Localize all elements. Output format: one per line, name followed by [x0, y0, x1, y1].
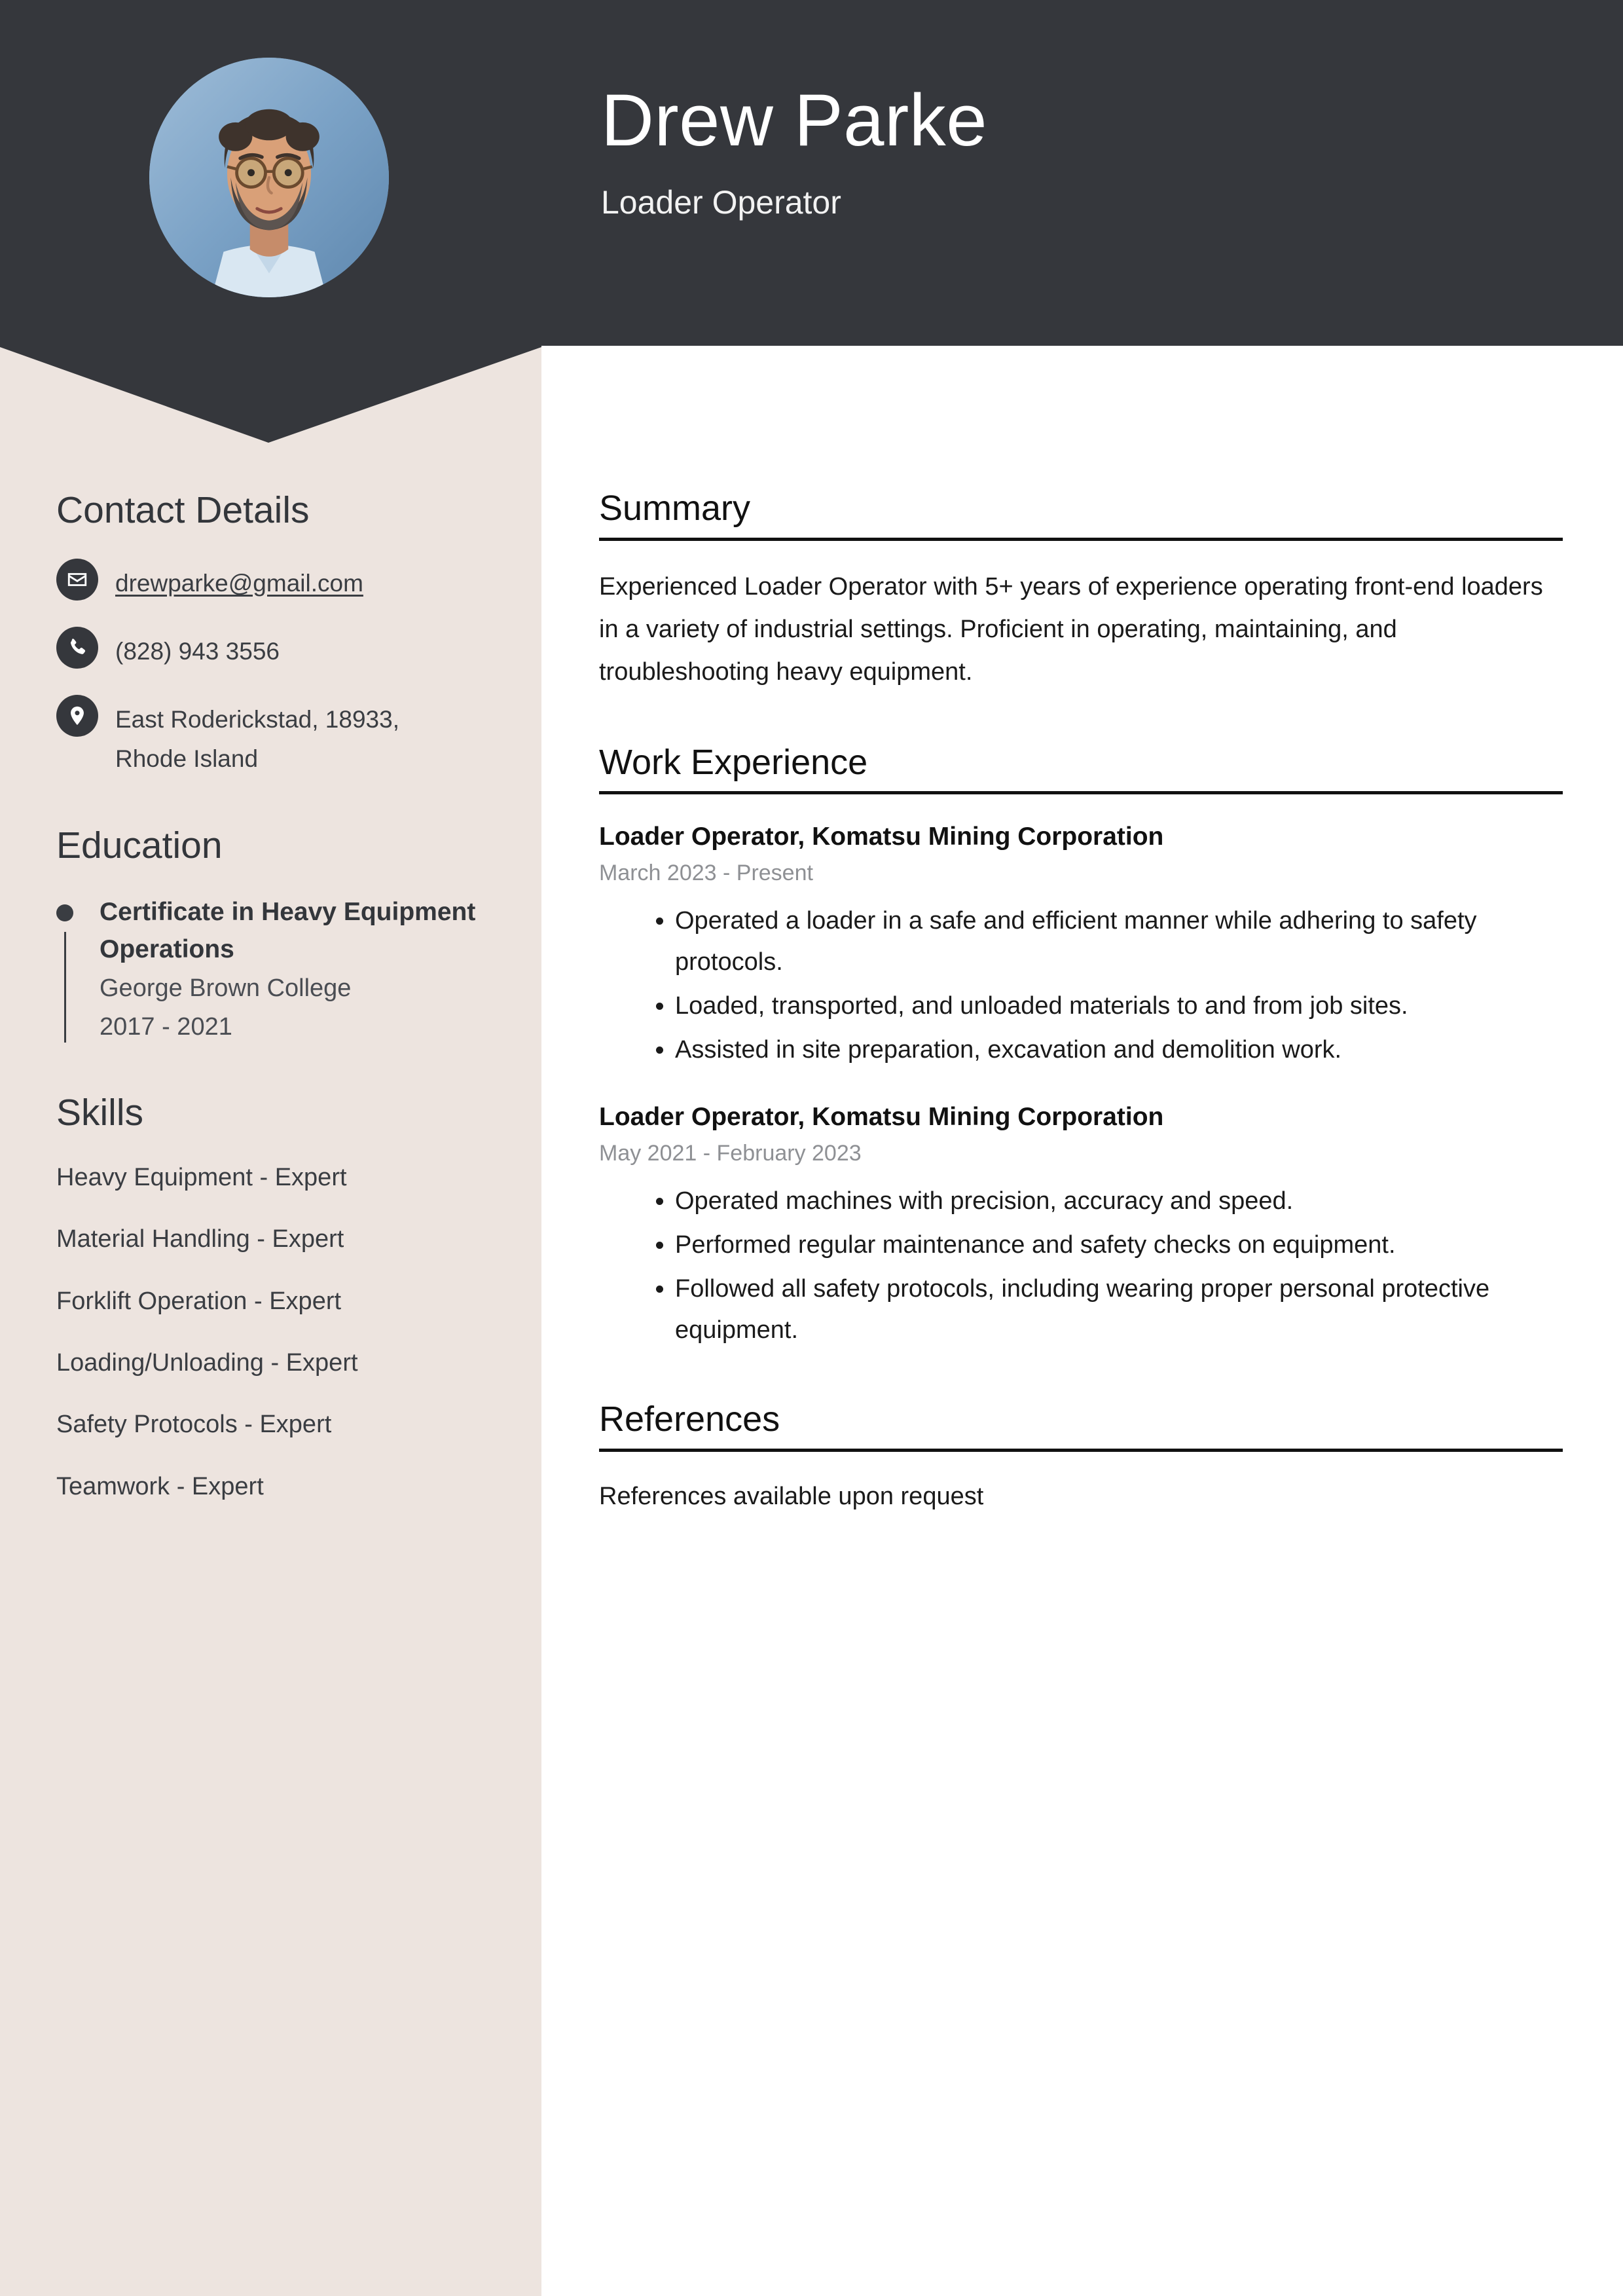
skill-item: Teamwork - Expert: [56, 1472, 264, 1500]
job-bullet: • Performed regular maintenance and safety checks on equipment.: [675, 1225, 1563, 1266]
map-pin-icon: [56, 695, 98, 737]
summary-section: [599, 490, 1563, 694]
skills-heading: Skills: [56, 1092, 144, 1134]
skill-item: Safety Protocols - Expert: [56, 1411, 332, 1439]
skills-section: [56, 1092, 488, 1503]
education-school: George Brown College: [100, 974, 352, 1003]
contact-item-address: [56, 695, 488, 779]
education-degree: Certificate in Heavy Equipment Operations: [100, 898, 476, 963]
job-bullet: • Loaded, transported, and unloaded materials to and from job sites.: [675, 986, 1563, 1027]
summary-text: Experienced Loader Operator with 5+ years of experience operating front-end loaders in a variety of industrial settings. Proficient in operating, maintaining, and troubleshooting heavy equipment.: [599, 572, 1543, 686]
contact-address-value: East Roderickstad, 18933, Rhode Island: [115, 705, 399, 772]
envelope-icon: [56, 559, 98, 601]
work-experience-entry: [599, 819, 1563, 1071]
work-experience-section: [599, 744, 1563, 1352]
job-bullet: • Assisted in site preparation, excavation and demolition work.: [675, 1029, 1563, 1071]
job-dates: May 2021 - February 2023: [599, 1140, 862, 1166]
job-bullet-list: [599, 1181, 1563, 1351]
contact-item-email[interactable]: [56, 559, 488, 603]
sidebar: [56, 490, 488, 1551]
job-dates: March 2023 - Present: [599, 861, 813, 886]
work-experience-entry: [599, 1100, 1563, 1351]
avatar: [149, 58, 389, 297]
contact-email-value[interactable]: drewparke@gmail.com: [115, 569, 363, 597]
education-entry: [56, 894, 488, 1045]
education-heading: Education: [56, 824, 223, 867]
contact-details-heading: Contact Details: [56, 489, 310, 531]
summary-heading: Summary: [599, 490, 1563, 541]
contact-phone-value[interactable]: (828) 943 3556: [115, 637, 280, 665]
header-identity: [601, 79, 987, 222]
skill-item: Material Handling - Expert: [56, 1225, 344, 1253]
timeline-dot-icon: [56, 904, 73, 921]
page-title: Drew Parke: [601, 79, 988, 161]
job-bullet: • Followed all safety protocols, including wearing proper personal protective equipment.: [675, 1268, 1563, 1351]
job-bullet: • Operated machines with precision, accuracy and speed.: [675, 1181, 1563, 1222]
education-dates: 2017 - 2021: [100, 1013, 232, 1041]
profile-photo-illustration: [149, 58, 389, 297]
skill-item: Heavy Equipment - Expert: [56, 1164, 347, 1192]
header-job-title: Loader Operator: [601, 183, 841, 221]
job-role: Loader Operator, Komatsu Mining Corporation: [599, 823, 1164, 851]
job-bullet-list: [599, 900, 1563, 1071]
job-role: Loader Operator, Komatsu Mining Corporation: [599, 1103, 1164, 1132]
contact-item-phone[interactable]: [56, 627, 488, 671]
education-section: [56, 825, 488, 1045]
skill-item: Loading/Unloading - Expert: [56, 1348, 358, 1377]
contact-details-section: [56, 490, 488, 778]
job-bullet: • Operated a loader in a safe and efficient manner while adhering to safety protocols.: [675, 900, 1563, 983]
skill-item: Forklift Operation - Expert: [56, 1287, 342, 1315]
timeline-line: [64, 932, 66, 1043]
references-section: [599, 1401, 1563, 1516]
work-experience-heading: Work Experience: [599, 744, 1563, 795]
references-text: References available upon request: [599, 1482, 984, 1510]
references-heading: References: [599, 1401, 1563, 1452]
phone-icon: [56, 627, 98, 669]
main-content: [599, 490, 1563, 1566]
